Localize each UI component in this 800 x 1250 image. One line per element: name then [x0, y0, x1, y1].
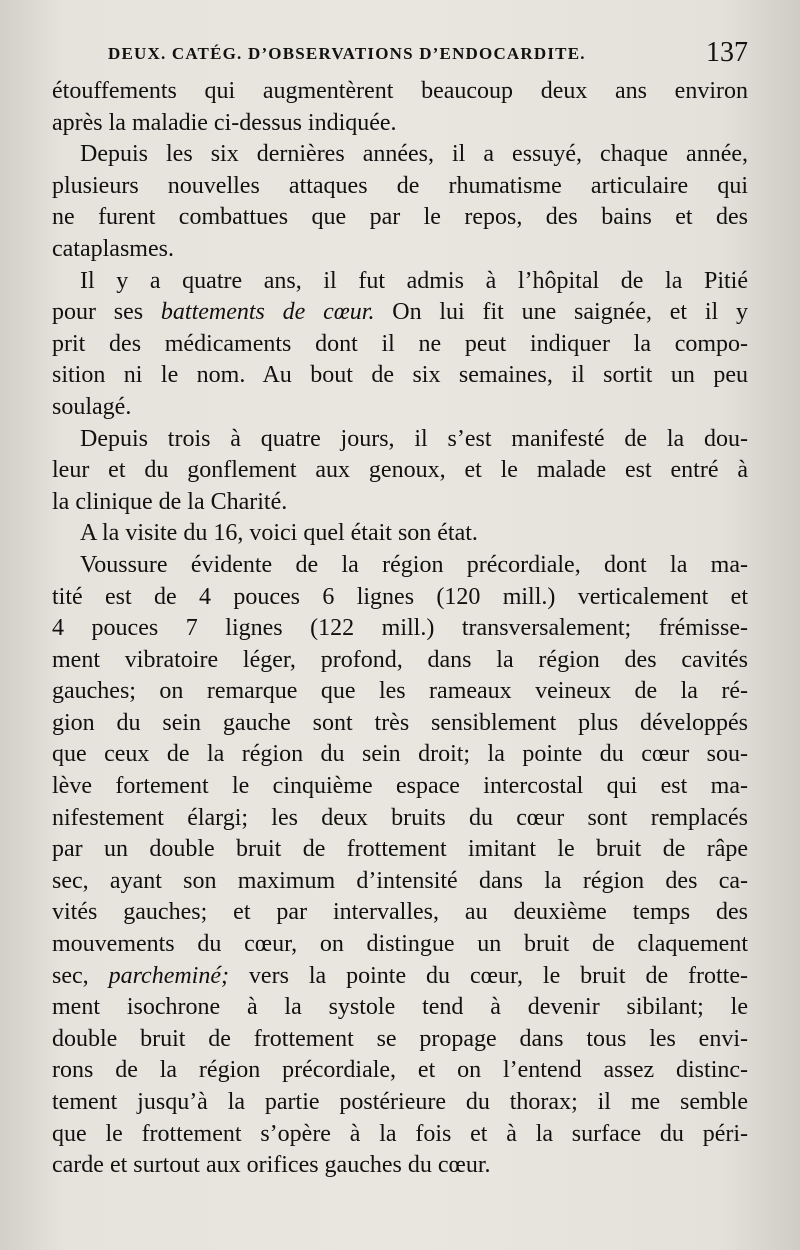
- text-line: gauches; on remarque que les rameaux veineux de la ré-: [52, 678, 748, 705]
- text-line: carde et surtout aux orifices gauches du cœur.: [52, 1152, 491, 1179]
- text-run: On lui fit une saignée, et il y: [374, 299, 748, 326]
- text-line: lève fortement le cinquième espace intercostal qui est ma-: [52, 773, 748, 800]
- text-line: mouvements du cœur, on distingue un bruit de claquement: [52, 931, 748, 958]
- text-line: ment isochrone à la systole tend à devenir sibilant; le: [52, 994, 748, 1021]
- text-line: [52, 961, 748, 993]
- italic-phrase: battements de cœur.: [160, 299, 375, 326]
- text-line: prit des médicaments dont il ne peut indiquer la compo-: [52, 330, 748, 357]
- text-line: rons de la région précordiale, et on l’entend assez distinc-: [52, 1057, 748, 1084]
- italic-phrase: parcheminé;: [108, 962, 229, 989]
- text-line: Depuis trois à quatre jours, il s’est manifesté de la dou-: [80, 425, 748, 452]
- text-line: que ceux de la région du sein droit; la pointe du cœur sou-: [52, 741, 748, 768]
- text-line: Depuis les six dernières années, il a essuyé, chaque année,: [80, 141, 748, 168]
- page-number: 137: [706, 37, 748, 68]
- text-line: plusieurs nouvelles attaques de rhumatisme articulaire qui: [52, 172, 748, 199]
- text-line: nifestement élargi; les deux bruits du cœur sont remplacés: [52, 804, 748, 831]
- text-line: tité est de 4 pouces 6 lignes (120 mill.) verticalement et: [52, 583, 748, 610]
- text-run: sec,: [52, 962, 109, 989]
- text-line: A la visite du 16, voici quel était son état.: [80, 520, 478, 547]
- text-line: 4 pouces 7 lignes (122 mill.) transversalement; frémisse-: [52, 615, 748, 642]
- text-line: sec, ayant son maximum d’intensité dans la région des ca-: [52, 867, 748, 894]
- page-header: [108, 38, 748, 74]
- text-line: tement jusqu’à la partie postérieure du thorax; il me semble: [52, 1089, 748, 1115]
- text-run: pour ses: [52, 299, 161, 326]
- text-line: gion du sein gauche sont très sensiblement plus développés: [52, 709, 748, 736]
- text-line: [52, 297, 748, 329]
- text-line: par un double bruit de frottement imitant le bruit de râpe: [52, 836, 748, 863]
- body-text: [52, 76, 748, 1182]
- text-run: vers la pointe du cœur, le bruit de frotte-: [229, 962, 748, 989]
- text-line: ne furent combattues que par le repos, des bains et des: [52, 204, 748, 231]
- text-line: ment vibratoire léger, profond, dans la région des cavités: [52, 646, 748, 673]
- running-head: DEUX. CATÉG. D’OBSERVATIONS D’ENDOCARDITE.: [108, 44, 586, 63]
- text-line: après la maladie ci-dessus indiquée.: [52, 109, 397, 136]
- text-line: leur et du gonflement aux genoux, et le malade est entré à: [52, 457, 748, 484]
- text-line: double bruit de frottement se propage dans tous les envi-: [52, 1025, 748, 1052]
- text-line: cataplasmes.: [52, 235, 174, 262]
- text-line: soulagé.: [52, 393, 132, 420]
- text-line: étouffements qui augmentèrent beaucoup deux ans environ: [52, 78, 748, 104]
- text-line: Il y a quatre ans, il fut admis à l’hôpital de la Pitié: [80, 267, 748, 294]
- text-line: la clinique de la Charité.: [52, 488, 288, 515]
- text-line: sition ni le nom. Au bout de six semaines, il sortit un peu: [52, 362, 748, 389]
- text-line: Voussure évidente de la région précordiale, dont la ma-: [80, 551, 748, 578]
- text-line: que le frottement s’opère à la fois et à la surface du péri-: [52, 1120, 748, 1147]
- text-line: vités gauches; et par intervalles, au deuxième temps des: [52, 899, 748, 926]
